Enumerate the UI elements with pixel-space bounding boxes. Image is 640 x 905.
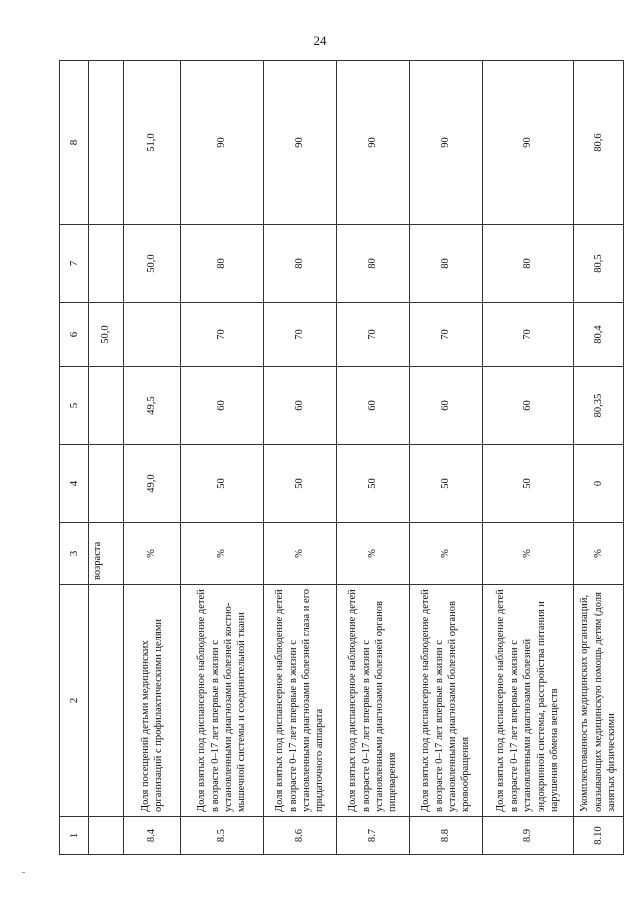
page-number: 24 <box>313 33 327 48</box>
row-unit: % <box>337 523 410 585</box>
row-unit: % <box>483 523 574 585</box>
row-value: 60 <box>337 367 410 445</box>
row-value: 80,5 <box>574 225 624 303</box>
table-row <box>410 61 483 855</box>
row-value: 90 <box>264 61 337 225</box>
indicator-table-frame <box>59 61 618 855</box>
row-value: 60 <box>181 367 264 445</box>
row-unit: % <box>574 523 624 585</box>
row-value: 80 <box>483 225 574 303</box>
header-cell: 8 <box>60 61 89 225</box>
row-value: 90 <box>410 61 483 225</box>
row-number: 8.4 <box>124 817 181 855</box>
table-row <box>483 61 574 855</box>
row-unit: % <box>410 523 483 585</box>
row-value: 49,0 <box>124 445 181 523</box>
row-description: Доля взятых под диспансерное наблюдение детей в возрасте 0–17 лет впервые в жизни с установленными диагнозами болезней эндокринной системы, расстройства питания и нарушения обмена веществ <box>483 585 574 817</box>
row-description: Доля взятых под диспансерное наблюдение детей в возрасте 0–17 лет впервые в жизни с установленными диагнозами болезней глаза и его придаточного аппарата <box>264 585 337 817</box>
continuation-value: 50,0 <box>89 303 124 367</box>
row-value: 0 <box>574 445 624 523</box>
row-value: 90 <box>337 61 410 225</box>
row-value: 80,6 <box>574 61 624 225</box>
row-value: 80 <box>264 225 337 303</box>
row-value: 70 <box>337 303 410 367</box>
row-value: 50,0 <box>124 225 181 303</box>
row-value: 60 <box>483 367 574 445</box>
table-cell <box>89 445 124 523</box>
header-cell: 4 <box>60 445 89 523</box>
row-description: Доля взятых под диспансерное наблюдение детей в возрасте 0–17 лет впервые в жизни с установленными диагнозами болезней органов кровообращения <box>410 585 483 817</box>
indicator-table <box>59 60 624 855</box>
row-value: 80,4 <box>574 303 624 367</box>
row-value: 70 <box>181 303 264 367</box>
table-cell <box>89 817 124 855</box>
row-number: 8.6 <box>264 817 337 855</box>
table-row <box>264 61 337 855</box>
row-value: 60 <box>264 367 337 445</box>
row-unit: % <box>264 523 337 585</box>
row-number: 8.9 <box>483 817 574 855</box>
row-value: 90 <box>483 61 574 225</box>
row-number: 8.10 <box>574 817 624 855</box>
header-row <box>60 61 89 855</box>
row-description: Укомплектованность медицинских организаций, оказывающих медицинскую помощь детям (доля занятых физическими <box>574 585 624 817</box>
header-cell: 1 <box>60 817 89 855</box>
row-value: 80 <box>181 225 264 303</box>
table-row <box>124 61 181 855</box>
header-cell: 5 <box>60 367 89 445</box>
row-value: 50 <box>181 445 264 523</box>
table-cell <box>89 61 124 225</box>
table-row <box>574 61 624 855</box>
row-description: Доля взятых под диспансерное наблюдение детей в возрасте 0–17 лет впервые в жизни с установленными диагнозами болезней органов пищеварения <box>337 585 410 817</box>
row-value: 70 <box>264 303 337 367</box>
table-cell <box>89 367 124 445</box>
row-value: 50 <box>410 445 483 523</box>
row-description: Доля посещений детьми медицинских организаций с профилактическими целями <box>124 585 181 817</box>
scan-artifact <box>22 872 25 873</box>
row-value: 70 <box>483 303 574 367</box>
rotated-table-container <box>59 61 618 855</box>
row-number: 8.5 <box>181 817 264 855</box>
row-value: 49,5 <box>124 367 181 445</box>
row-value: 80,35 <box>574 367 624 445</box>
row-value <box>124 303 181 367</box>
row-value: 80 <box>410 225 483 303</box>
continuation-row <box>89 61 124 855</box>
row-number: 8.7 <box>337 817 410 855</box>
row-unit: % <box>181 523 264 585</box>
table-cell <box>89 225 124 303</box>
table-row <box>337 61 410 855</box>
header-cell: 2 <box>60 585 89 817</box>
header-cell: 6 <box>60 303 89 367</box>
row-unit: % <box>124 523 181 585</box>
row-value: 50 <box>264 445 337 523</box>
row-value: 60 <box>410 367 483 445</box>
header-cell: 7 <box>60 225 89 303</box>
row-value: 51,0 <box>124 61 181 225</box>
table-row <box>181 61 264 855</box>
row-value: 50 <box>483 445 574 523</box>
row-value: 80 <box>337 225 410 303</box>
row-number: 8.8 <box>410 817 483 855</box>
row-value: 50 <box>337 445 410 523</box>
row-value: 70 <box>410 303 483 367</box>
header-cell: 3 <box>60 523 89 585</box>
row-description: Доля взятых под диспансерное наблюдение детей в возрасте 0–17 лет впервые в жизни с установленными диагнозами болезней костно-мышечной системы и соединительной ткани <box>181 585 264 817</box>
row-value: 90 <box>181 61 264 225</box>
continuation-unit-text: возраста <box>89 523 124 585</box>
table-cell <box>89 585 124 817</box>
